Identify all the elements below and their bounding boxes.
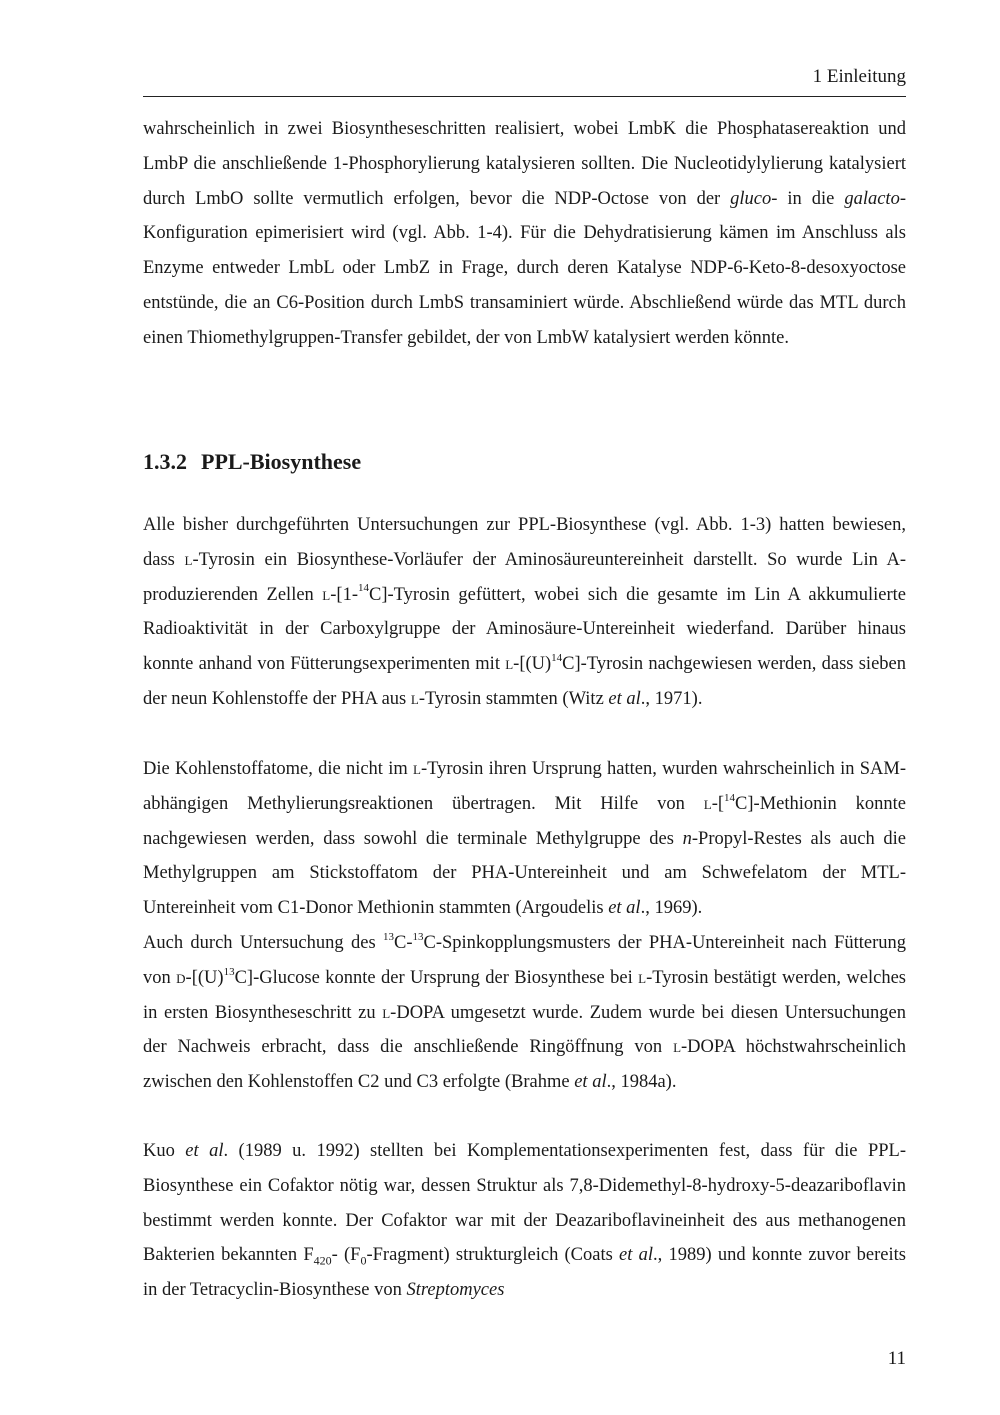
paragraph-lmb-pathway: wahrscheinlich in zwei Biosyntheseschritten realisiert, wobei LmbK die Phosphatasereaktion und LmbP die anschließende 1-Phosphorylierung katalysieren sollten. Die Nucleotidylylierung katalysiert durch LmbO sollte vermutlich erfolgen, bevor die NDP-Octose von der gluco- in die galacto-Konfiguration epimerisiert wird (vgl. Abb. 1-4). Für die Dehydratisierung kämen im Anschluss als Enzyme entweder LmbL oder LmbZ in Frage, durch deren Katalyse NDP-6-Keto-8-desoxyoctose entstünde, die an C6-Position durch LmbS transaminiert würde. Abschließend würde das MTL durch einen Thiomethylgruppen-Transfer gebildet, der von LmbW katalysiert werden könnte. <box>143 119 906 348</box>
paragraph-methylation: Die Kohlenstoffatome, die nicht im l-Tyrosin ihren Ursprung hatten, wurden wahrscheinlich in SAM-abhängigen Methylierungsreaktionen übertragen. Mit Hilfe von l-[$^{14}$C]-Methionin konnte nachgewiesen werden, dass sowohl die terminale Methylgruppe des n-Propyl-Restes als auch die Methylgruppen am Stickstoffatom der PHA-Untereinheit und am Schwefelatom der MTL-Untereinheit vom C1-Donor Methionin stammten (Argoudelis et al., 1969). <box>143 759 907 919</box>
header-title: 1 Einleitung <box>812 66 906 87</box>
section-heading <box>143 447 906 477</box>
page-number: 11 <box>887 1348 906 1369</box>
section-title: PPL-Biosynthese <box>201 449 362 474</box>
paragraph-tyrosin-precursor: Alle bisher durchgeführten Untersuchungen zur PPL-Biosynthese (vgl. Abb. 1-3) hatten bewiesen, dass l-Tyrosin ein Biosynthese-Vorläufer der Aminosäureuntereinheit darstellt. So wurde Lin A-produzierenden Zellen l-[1-$^{14}$C]-Tyrosin gefüttert, wobei sich die gesamte im Lin A akkumulierte Radioaktivität in der Carboxylgruppe der Aminosäure-Untereinheit wiederfand. Darüber hinaus konnte anhand von Fütterungsexperimenten mit $l-[(U)^{14}C]$-Tyrosin nachgewiesen werden, dass sieben der neun Kohlenstoffe der PHA aus l-Tyrosin stammten (Witz et al., 1971). <box>143 515 906 709</box>
paragraph-spin-coupling: Auch durch Untersuchung des $^{13}$C-$^{13}$C-Spinkopplungsmusters der PHA-Untereinheit nach Fütterung von $d-[(U)^{13}C]$-Glucose konnte der Ursprung der Biosynthese bei l-Tyrosin bestätigt werden, welches in ersten Biosyntheseschritt zu l-DOPA umgesetzt wurde. Zudem wurde bei diesen Untersuchungen der Nachweis erbracht, dass die anschließende Ringöffnung von l-DOPA höchstwahrscheinlich zwischen den Kohlenstoffen C2 und C3 erfolgte (Brahme et al., 1984a). <box>143 930 907 1093</box>
paragraph-cofactor: Kuo et al. (1989 u. 1992) stellten bei Komplementationsexperimenten fest, dass für die PPL-Biosynthese ein Cofaktor nötig war, dessen Struktur als 7,8-Didemethyl-8-hydroxy-5-deazariboflavin bestimmt werden konnte. Der Cofaktor war mit der Deazariboflavineinheit des aus methanogenen Bakterien bekannten $F_{420}-$ $(F_0-Fragment)$ strukturgleich (Coats et al., 1989) und konnte zuvor bereits in der Tetracyclin-Biosynthese von Streptomyces <box>143 1141 906 1301</box>
section-number: 1.3.2 <box>143 449 187 474</box>
running-header <box>143 64 906 97</box>
